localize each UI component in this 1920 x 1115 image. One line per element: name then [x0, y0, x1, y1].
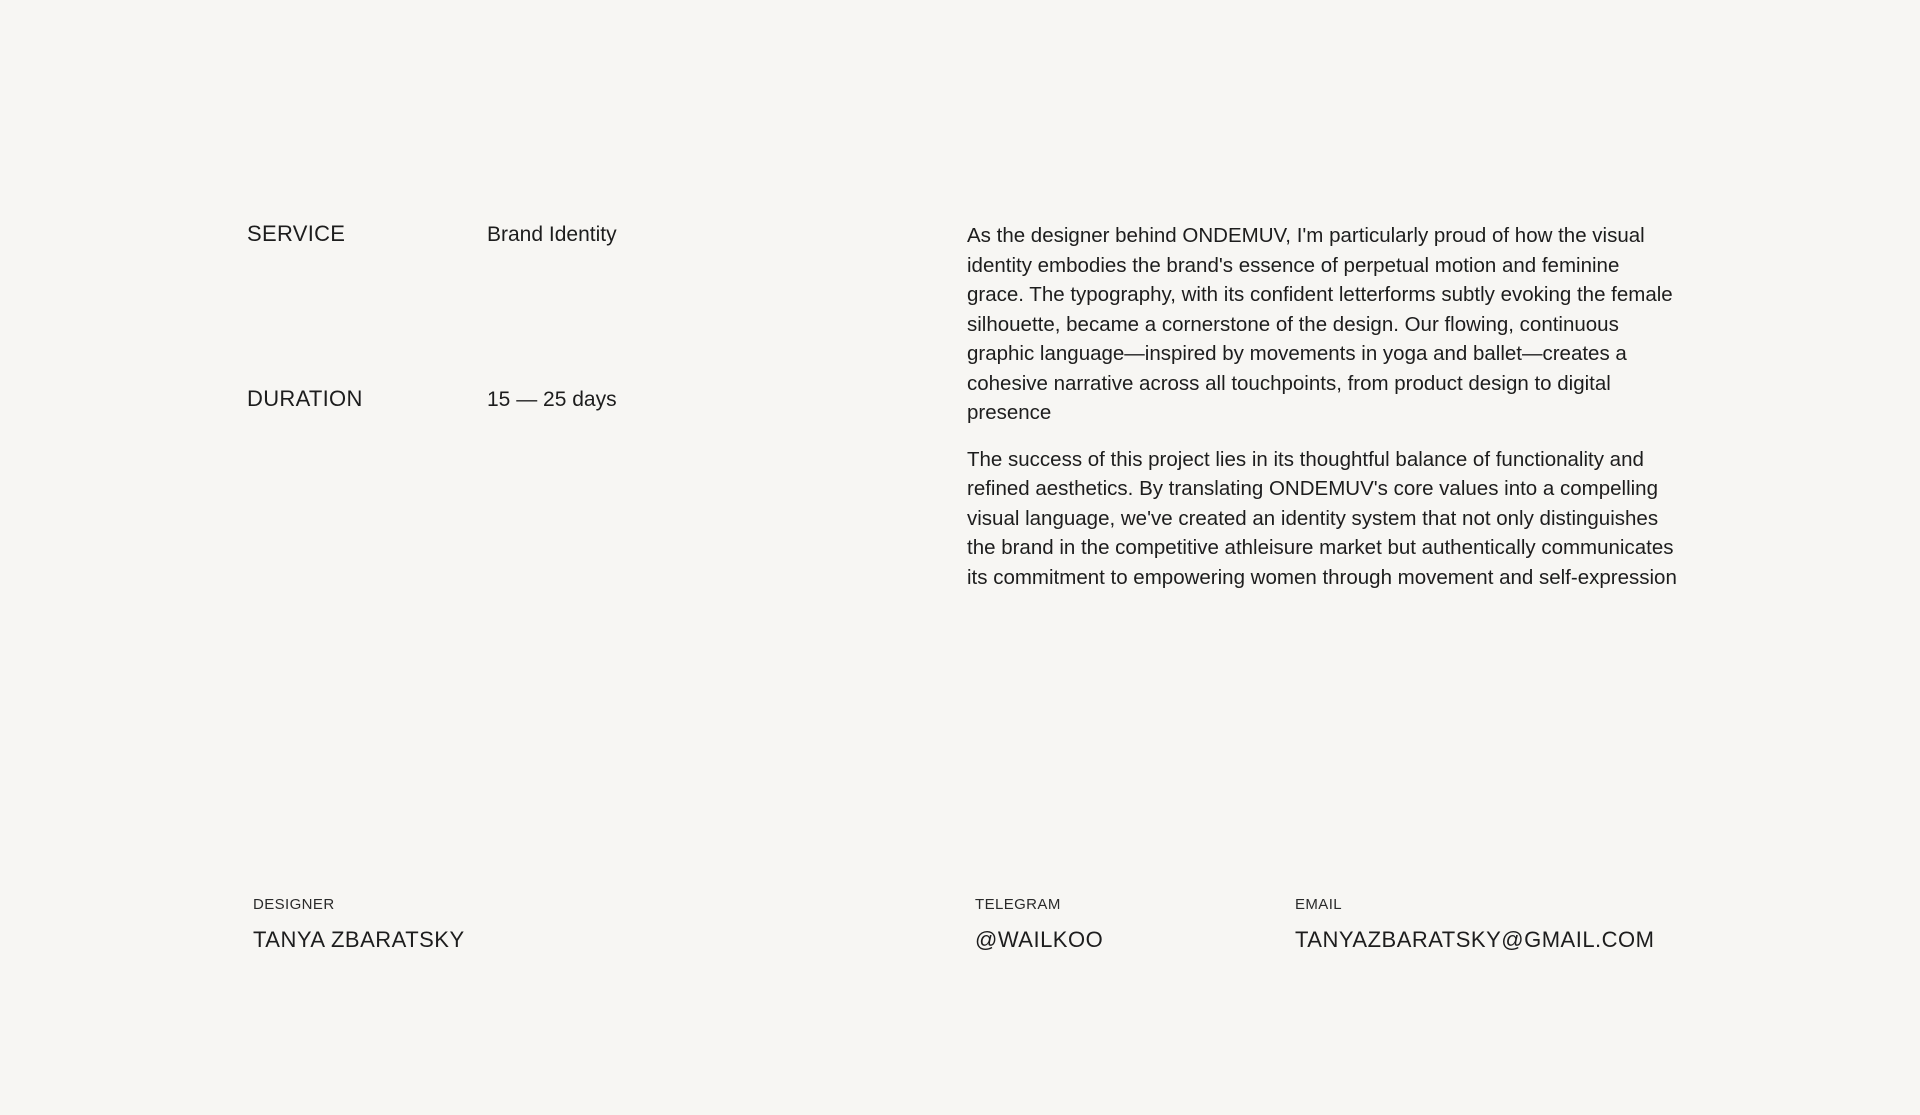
duration-value: 15 — 25 days	[487, 388, 617, 411]
service-row	[247, 221, 617, 247]
service-label: SERVICE	[247, 221, 346, 246]
designer-name: TANYA ZBARATSKY	[253, 927, 465, 952]
designer-label: DESIGNER	[253, 896, 335, 913]
service-value: Brand Identity	[487, 223, 617, 246]
telegram-label: TELEGRAM	[975, 896, 1061, 913]
telegram-contact	[975, 896, 1103, 953]
description-paragraph-1: As the designer behind ONDEMUV, I'm particularly proud of how the visual identity embodies the brand's essence of perpetual motion and feminine grace. The typography, with its confident letterforms subtly evoking the female silhouette, became a cornerstone of the design. Our flowing, continuous graphic language—inspired by movements in yoga and ballet—creates a cohesive narrative across all touchpoints, from product design to digital presence	[967, 224, 1673, 424]
designer-contact	[253, 896, 465, 953]
email-label: EMAIL	[1295, 896, 1343, 913]
description-paragraph-2: The success of this project lies in its thoughtful balance of functionality and refined aesthetics. By translating ONDEMUV's core values into a compelling visual language, we've created an identity system that not only distinguishes the brand in the competitive athleisure market but authentically communicates its commitment to empowering women through movement and self-expression	[967, 447, 1677, 589]
telegram-link[interactable]: @WAILKOO	[975, 927, 1104, 952]
email-link[interactable]: TANYAZBARATSKY@GMAIL.COM	[1295, 927, 1655, 952]
duration-row	[247, 386, 617, 412]
duration-label: DURATION	[247, 386, 363, 411]
project-description	[967, 221, 1677, 609]
email-contact	[1295, 896, 1655, 953]
